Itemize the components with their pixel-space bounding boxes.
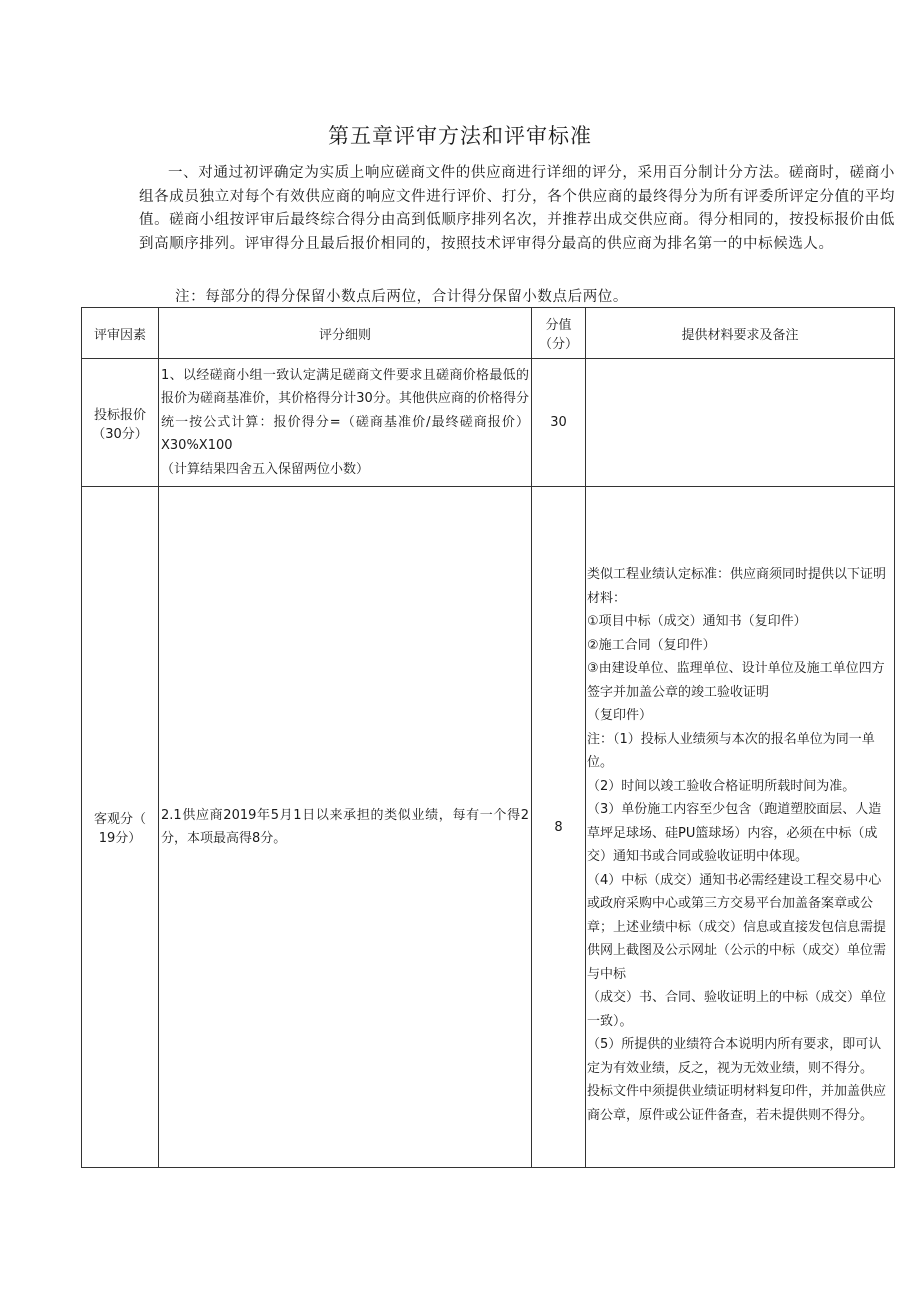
materials-line: ②施工合同（复印件） [587,637,716,653]
header-score-line2: （分） [538,337,578,352]
rounding-note: 注：每部分的得分保留小数点后两位，合计得分保留小数点后两位。 [175,289,628,305]
materials-line: 类似工程业绩认定标准：供应商须同时提供以下证明材料： [587,567,887,606]
table-header-row [82,308,895,359]
materials-line: （2）时间以竣工验收合格证明所载时间为准。 [587,778,856,794]
materials-line: ①项目中标（成交）通知书（复印件） [587,614,807,629]
page-title: 第五章评审方法和评审标准 [328,124,592,148]
table-row [82,487,895,1168]
score-cell: 8 [532,487,586,1168]
materials-line: ③由建设单位、监理单位、设计单位及施工单位四方签字并加盖公章的竣工验收证明 [587,661,885,700]
materials-cell [586,487,895,1168]
rules-cell [159,487,532,1168]
header-materials: 提供材料要求及备注 [586,308,895,359]
materials-cell [586,359,895,487]
header-score-line1: 分值 [545,318,572,333]
materials-line: （3）单份施工内容至少包含（跑道塑胶面层、人造草坪足球场、硅PU篮球场）内容，必须在中标（成交）通知书或合同或验收证明中体现。 [587,802,882,864]
rules-remark: （计算结果四舍五入保留两位小数） [161,461,370,477]
header-score [532,308,586,359]
materials-line: （4）中标（成交）通知书必需经建设工程交易中心或政府采购中心或第三方交易平台加盖备案章或公章；上述业绩中标（成交）信息或直接发包信息需提供网上截图及公示网址（公示的中标（成交）单位需与中标 [587,872,887,982]
score-cell: 30 [532,359,586,487]
factor-text: 客观分（ 19分） [93,812,146,846]
rules-text: 1、以经磋商小组一致认定满足磋商文件要求且磋商价格最低的报价为磋商基准价，其价格得分计30分。其他供应商的价格得分统一按公式计算：报价得分=（磋商基准价/最终磋商报价）X30%X100 [161,367,529,454]
header-factor: 评审因素 [82,308,159,359]
factor-cell [82,359,159,487]
header-rules: 评分细则 [159,308,532,359]
scoring-table [81,307,895,1168]
materials-line: （复印件） [587,708,653,723]
materials-line: （5）所提供的业绩符合本说明内所有要求，即可认定为有效业绩，反之，视为无效业绩，则不得分。 [587,1037,882,1076]
intro-paragraph: 一、对通过初评确定为实质上响应磋商文件的供应商进行详细的评分，采用百分制计分方法。磋商时，磋商小组各成员独立对每个有效供应商的响应文件进行评价、打分，各个供应商的最终得分为所有评委所评定分值的平均值。磋商小组按评审后最终综合得分由高到低顺序排列名次，并推荐出成交供应商。得分相同的，按投标报价由低到高顺序排列。评审得分且最后报价相同的，按照技术评审得分最高的供应商为排名第一的中标候选人。 [139,165,895,252]
rules-cell [159,359,532,487]
table-row [82,359,895,487]
materials-line: （成交）书、合同、验收证明上的中标（成交）单位一致）。 [587,990,887,1029]
factor-cell [82,487,159,1168]
factor-text: 投标报价（30分） [92,407,148,442]
materials-line: 投标文件中须提供业绩证明材料复印件，并加盖供应商公章，原件或公证件备查，若未提供则不得分。 [587,1084,887,1123]
rules-text: 2.1供应商2019年5月1日以来承担的类似业绩，每有一个得2分，本项最高得8分。 [161,807,529,846]
materials-line: 注：（1）投标人业绩须与本次的报名单位为同一单位。 [587,731,875,770]
